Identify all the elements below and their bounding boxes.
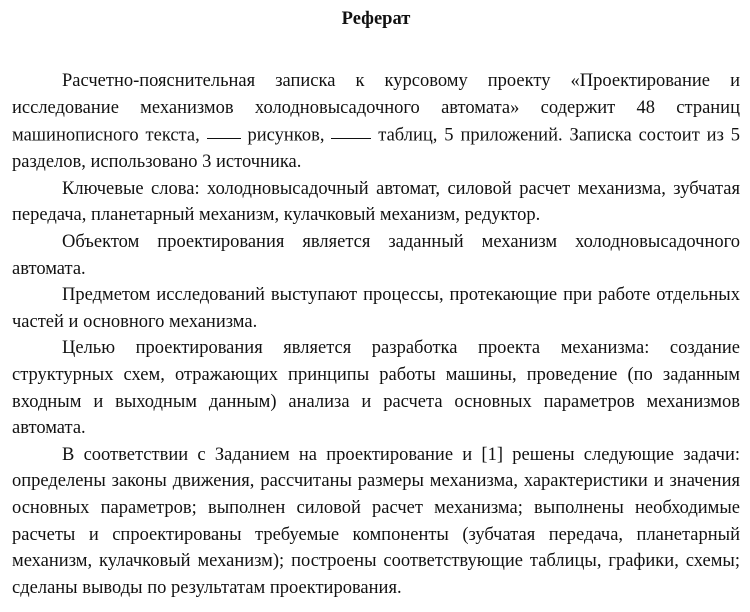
paragraph-summary — [12, 68, 740, 176]
paragraph-object: Объектом проектирования является заданный механизм холодновысадочного автомата. — [12, 232, 740, 279]
summary-text-part2: рисунков, — [247, 125, 325, 146]
summary-text-part1: Расчетно-пояснительная записка к курсовому проекту «Проектирование и исследование механизмов холодновысадочного автомата» содержит 48 страниц машинописного текста, — [12, 71, 740, 146]
document-title: Реферат — [341, 9, 411, 29]
document-body — [12, 68, 740, 601]
paragraph-tasks: В соответствии с Заданием на проектирование и [1] решены следующие задачи: определены законы движения, рассчитаны размеры механизма, характеристики и значения основных параметров; выполнен силовой расчет механизма; выполнены необходимые расчеты и спроектированы требуемые компоненты (зубчатая передача, планетарный механизм, кулачковый механизм); построены соответствующие таблицы, графики, схемы; сделаны выводы по результатам проектирования. — [12, 444, 740, 598]
blank-figures-count — [207, 119, 241, 139]
paragraph-keywords: Ключевые слова: холодновысадочный автомат, силовой расчет механизма, зубчатая передача, планетарный механизм, кулачковый механизм, редуктор. — [12, 178, 740, 226]
paragraph-subject: Предметом исследований выступают процессы, протекающие при работе отдельных частей и основного механизма. — [12, 285, 740, 332]
paragraph-goal: Целью проектирования является разработка проекта механизма: создание структурных схем, отражающих принципы работы машины, проведение (по заданным входным и выходным данным) анализа и расчета основных параметров механизмов автомата. — [12, 338, 740, 439]
blank-tables-count — [331, 119, 371, 139]
summary-text-part3: таблиц, 5 приложений. Записка состоит из 5 разделов, использовано 3 источника. — [12, 125, 741, 173]
